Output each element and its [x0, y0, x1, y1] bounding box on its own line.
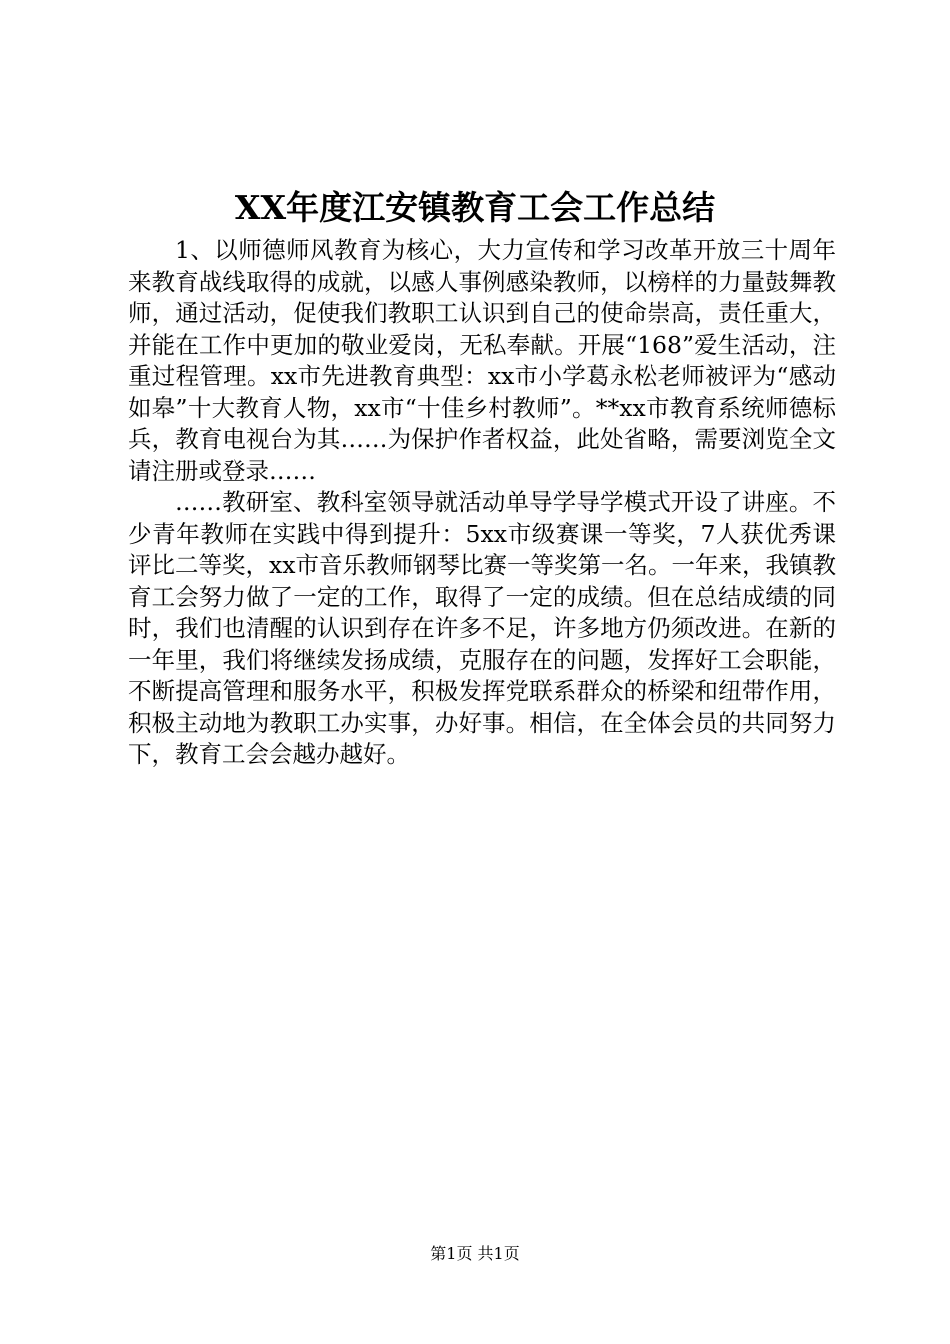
- document-title: XX年度江安镇教育工会工作总结: [234, 188, 716, 227]
- paragraph-1: 1、以师德师风教育为核心，大力宣传和学习改革开放三十周年来教育战线取得的成就，以感人事例感染教师，以榜样的力量鼓舞教师，通过活动，促使我们教职工认识到自己的使命崇高，责任重大，并能在工作中更加的敬业爱岗，无私奉献。开展“168”爱生活动，注重过程管理。xx市先进教育典型：xx市小学葛永松老师被评为“感动如皋”十大教育人物，xx市“十佳乡村教师”。**xx市教育系统师德标兵，教育电视台为其……为保护作者权益，此处省略，需要浏览全文请注册或登录……: [128, 236, 836, 485]
- page-number-footer: 第1页 共1页: [430, 1244, 520, 1263]
- document-body: [128, 235, 836, 771]
- paragraph-2: ……教研室、教科室领导就活动单导学导学模式开设了讲座。不少青年教师在实践中得到提升：5xx市级赛课一等奖，7人获优秀课评比二等奖，xx市音乐教师钢琴比赛一等奖第一名。一年来，我镇教育工会努力做了一定的工作，取得了一定的成绩。但在总结成绩的同时，我们也清醒的认识到存在许多不足，许多地方仍须改进。在新的一年里，我们将继续发扬成绩，克服存在的问题，发挥好工会职能，不断提高管理和服务水平，积极发挥党联系群众的桥梁和纽带作用，积极主动地为教职工办实事，办好事。相信，在全体会员的共同努力下，教育工会会越办越好。: [128, 488, 837, 768]
